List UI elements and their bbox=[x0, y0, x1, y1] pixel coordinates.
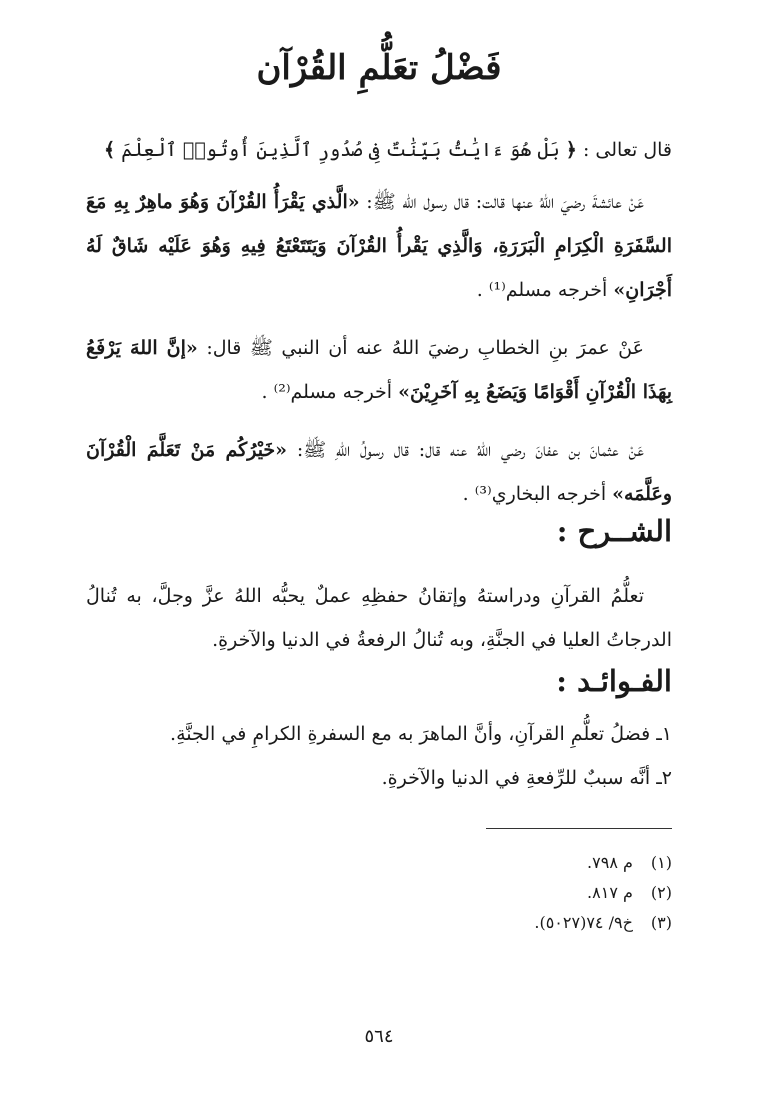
footnote-text: م ٧٩٨. bbox=[587, 853, 633, 872]
fawaid-item-1: ١ـ فضلُ تعلُّمِ القرآنِ، وأنَّ الماهرَ به مع السفرةِ الكرامِ في الجنَّةِ. bbox=[170, 723, 672, 745]
verse-intro: قال تعالى : bbox=[582, 139, 672, 161]
footnotes-list bbox=[86, 848, 672, 938]
page-number: ٥٦٤ bbox=[364, 1026, 394, 1047]
hadith-aisha-text: «الَّذي يَقْرَأُ القُرْآنَ وَهُوَ ماهِرٌ بِهِ مَعَ السَّفَرَةِ الْكِرَامِ الْبَرَرَةِ، وَالَّذِي يَقْرأُ القُرْآنَ وَيَتَتَعْتَعُ فِيهِ وَهُوَ عَلَيْه شَاقٌ لَهُ أَجْرَانِ» bbox=[86, 191, 672, 301]
hadith-aisha-intro: عَنْ عائشةَ رضيَ اللهُ عنها قالت: قال رسول الله ﷺ: bbox=[366, 191, 645, 213]
fawaid-item-2: ٢ـ أنَّه سببٌ للرِّفعةِ في الدنيا والآخرةِ. bbox=[381, 767, 672, 789]
hadith-umar-text: «إنَّ اللهَ يَرْفَعُ بِهَذَا الْقُرْآنِ أَقْوَامًا وَيَضَعُ بِهِ آخَرِيْنَ» bbox=[86, 337, 672, 403]
footnote-number: (٣) bbox=[650, 913, 672, 932]
footnote-text: م ٨١٧. bbox=[587, 883, 633, 902]
sharh-text: تعلُّمُ القرآنِ ودراستهُ وإتقانُ حفظِهِ عملٌ يحبُّه اللهُ عزَّ وجلَّ، به تُنالُ الدرجاتُ العليا في الجنَّةِ، وبه تُنالُ الرفعةُ في الدنيا والآخرةِ. bbox=[86, 585, 672, 651]
hadith-umar-source: أخرجه مسلم⁽²⁾ . bbox=[261, 381, 393, 403]
footnote-divider bbox=[486, 828, 672, 829]
footnote-number: (١) bbox=[650, 853, 672, 872]
footnote-item bbox=[86, 908, 672, 938]
hadith-aisha-source: أخرجه مسلم⁽¹⁾ . bbox=[476, 279, 608, 301]
verse-close-bracket: ﴾ bbox=[104, 139, 116, 161]
sharh-heading: الشــرح : bbox=[556, 514, 672, 548]
hadith-umar-intro: عَنْ عمرَ بنِ الخطابِ رضيَ اللهُ عنه أن النبي ﷺ قال: bbox=[206, 337, 644, 359]
page-title: فَضْلُ تعَلُّمِ القُرْآن bbox=[256, 48, 502, 88]
verse-text: بَلْ هُوَ ءَايَٰتُۢ بَيِّنَٰتٌ فِى صُدُورِ ٱلَّذِينَ أُوتُوا۟ ٱلْعِلْمَ bbox=[121, 139, 560, 161]
quran-verse-paragraph bbox=[86, 128, 672, 172]
footnote-text: خ٩/ ٧٤(٥٠٢٧). bbox=[534, 913, 633, 932]
hadith-uthman-paragraph bbox=[86, 428, 672, 516]
fawaid-heading: الفـوائـد : bbox=[556, 664, 672, 698]
footnote-item bbox=[86, 848, 672, 878]
hadith-uthman-text: «خَيْرُكُم مَنْ تَعَلَّمَ الْقُرْآنَ وعَلَّمَه» bbox=[86, 439, 672, 505]
hadith-umar-paragraph bbox=[86, 326, 672, 414]
footnote-number: (٢) bbox=[650, 883, 672, 902]
hadith-uthman-source: أخرجه البخاري⁽³⁾ . bbox=[462, 483, 607, 505]
verse-open-bracket: ﴿ bbox=[565, 139, 577, 161]
hadith-aisha-paragraph bbox=[86, 180, 672, 312]
hadith-uthman-intro: عَنْ عثمانَ بن عفانَ رضي اللهُ عنه قال: قال رسولُ اللهِ ﷺ: bbox=[296, 439, 645, 461]
footnote-item bbox=[86, 878, 672, 908]
